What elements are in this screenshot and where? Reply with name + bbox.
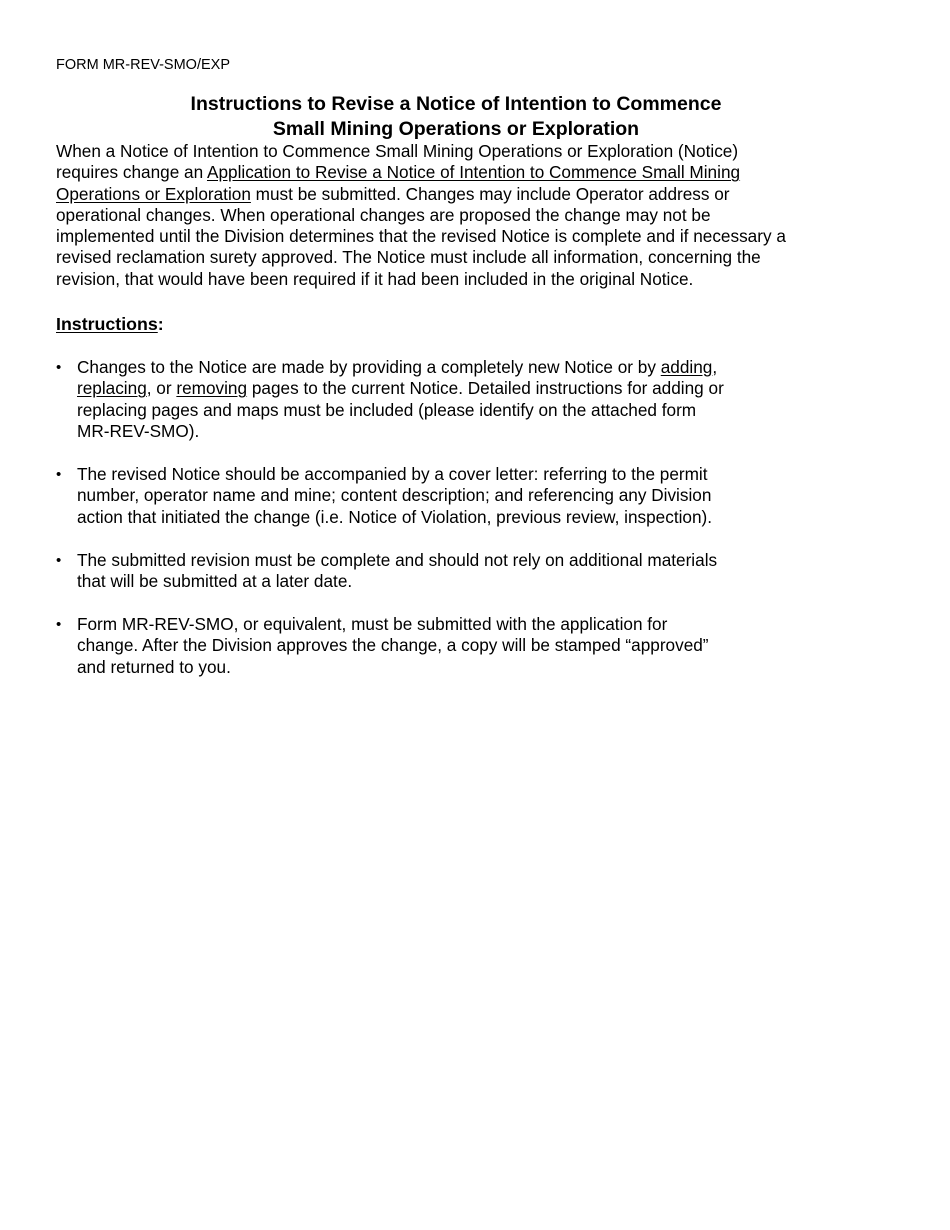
list-item-line: replacing pages and maps must be included (please identify on the attached form	[77, 399, 697, 420]
list-item-line: Form MR-REV-SMO, or equivalent, must be submitted with the application for	[77, 614, 668, 634]
list-item-text: Changes to the Notice are made by providing a completely new Notice or by	[77, 357, 661, 377]
instructions-heading-label: Instructions	[56, 314, 158, 334]
list-item-line	[77, 357, 724, 378]
intro-line	[56, 184, 856, 205]
form-identifier: FORM MR-REV-SMO/EXP	[56, 57, 231, 73]
instructions-heading	[56, 313, 164, 335]
list-item	[56, 550, 717, 593]
list-item-line: number, operator name and mine; content description; and referencing any Division	[77, 485, 712, 506]
intro-text: must be submitted. Changes may include Operator address or	[250, 183, 730, 204]
document-title	[56, 92, 856, 141]
application-form-title-cont: Operations or Exploration	[56, 183, 251, 204]
list-item	[56, 464, 712, 528]
instructions-heading-colon: :	[157, 314, 164, 334]
intro-line: operational changes. When operational changes are proposed the change may not be	[56, 204, 711, 225]
intro-line: revision, that would have been required if it had been included in the original Notice.	[56, 268, 694, 289]
removing-term: removing	[176, 378, 248, 399]
list-item-line: action that initiated the change (i.e. Notice of Violation, previous review, inspection).	[77, 506, 713, 527]
list-item	[56, 614, 709, 678]
list-item-text: pages to the current Notice. Detailed instructions for adding or	[247, 378, 724, 399]
title-line-1: Instructions to Revise a Notice of Intention to Commence	[190, 93, 722, 115]
list-item-text: ,	[712, 357, 718, 377]
adding-term: adding	[660, 357, 713, 377]
intro-text: requires change an	[56, 162, 207, 183]
list-item-line: and returned to you.	[77, 656, 231, 677]
intro-line: When a Notice of Intention to Commence Small Mining Operations or Exploration (Notice)	[56, 141, 739, 161]
title-line-2: Small Mining Operations or Exploration	[272, 117, 640, 140]
bullet-marker: •	[56, 359, 62, 376]
bullet-marker: •	[56, 616, 62, 633]
intro-line	[56, 162, 856, 183]
bullet-marker: •	[56, 466, 62, 483]
list-item	[56, 357, 724, 442]
application-form-title: Application to Revise a Notice of Intention to Commence Small Mining	[206, 162, 741, 183]
bullet-marker: •	[56, 552, 62, 569]
list-item-line	[77, 378, 724, 399]
list-item-line: change. After the Division approves the change, a copy will be stamped “approved”	[77, 635, 709, 656]
list-item-line: The submitted revision must be complete and should not rely on additional materials	[77, 550, 718, 570]
intro-line: revised reclamation surety approved. The Notice must include all information, concerning the	[56, 247, 761, 268]
intro-line: implemented until the Division determines that the revised Notice is complete and if necessary a	[56, 226, 786, 247]
list-item-line: that will be submitted at a later date.	[77, 571, 353, 592]
replacing-term: replacing	[77, 378, 147, 399]
list-item-line: The revised Notice should be accompanied by a cover letter: referring to the permit	[77, 464, 708, 484]
list-item-text: , or	[146, 378, 177, 399]
list-item-line: MR-REV-SMO).	[77, 420, 200, 441]
intro-paragraph	[56, 141, 856, 290]
